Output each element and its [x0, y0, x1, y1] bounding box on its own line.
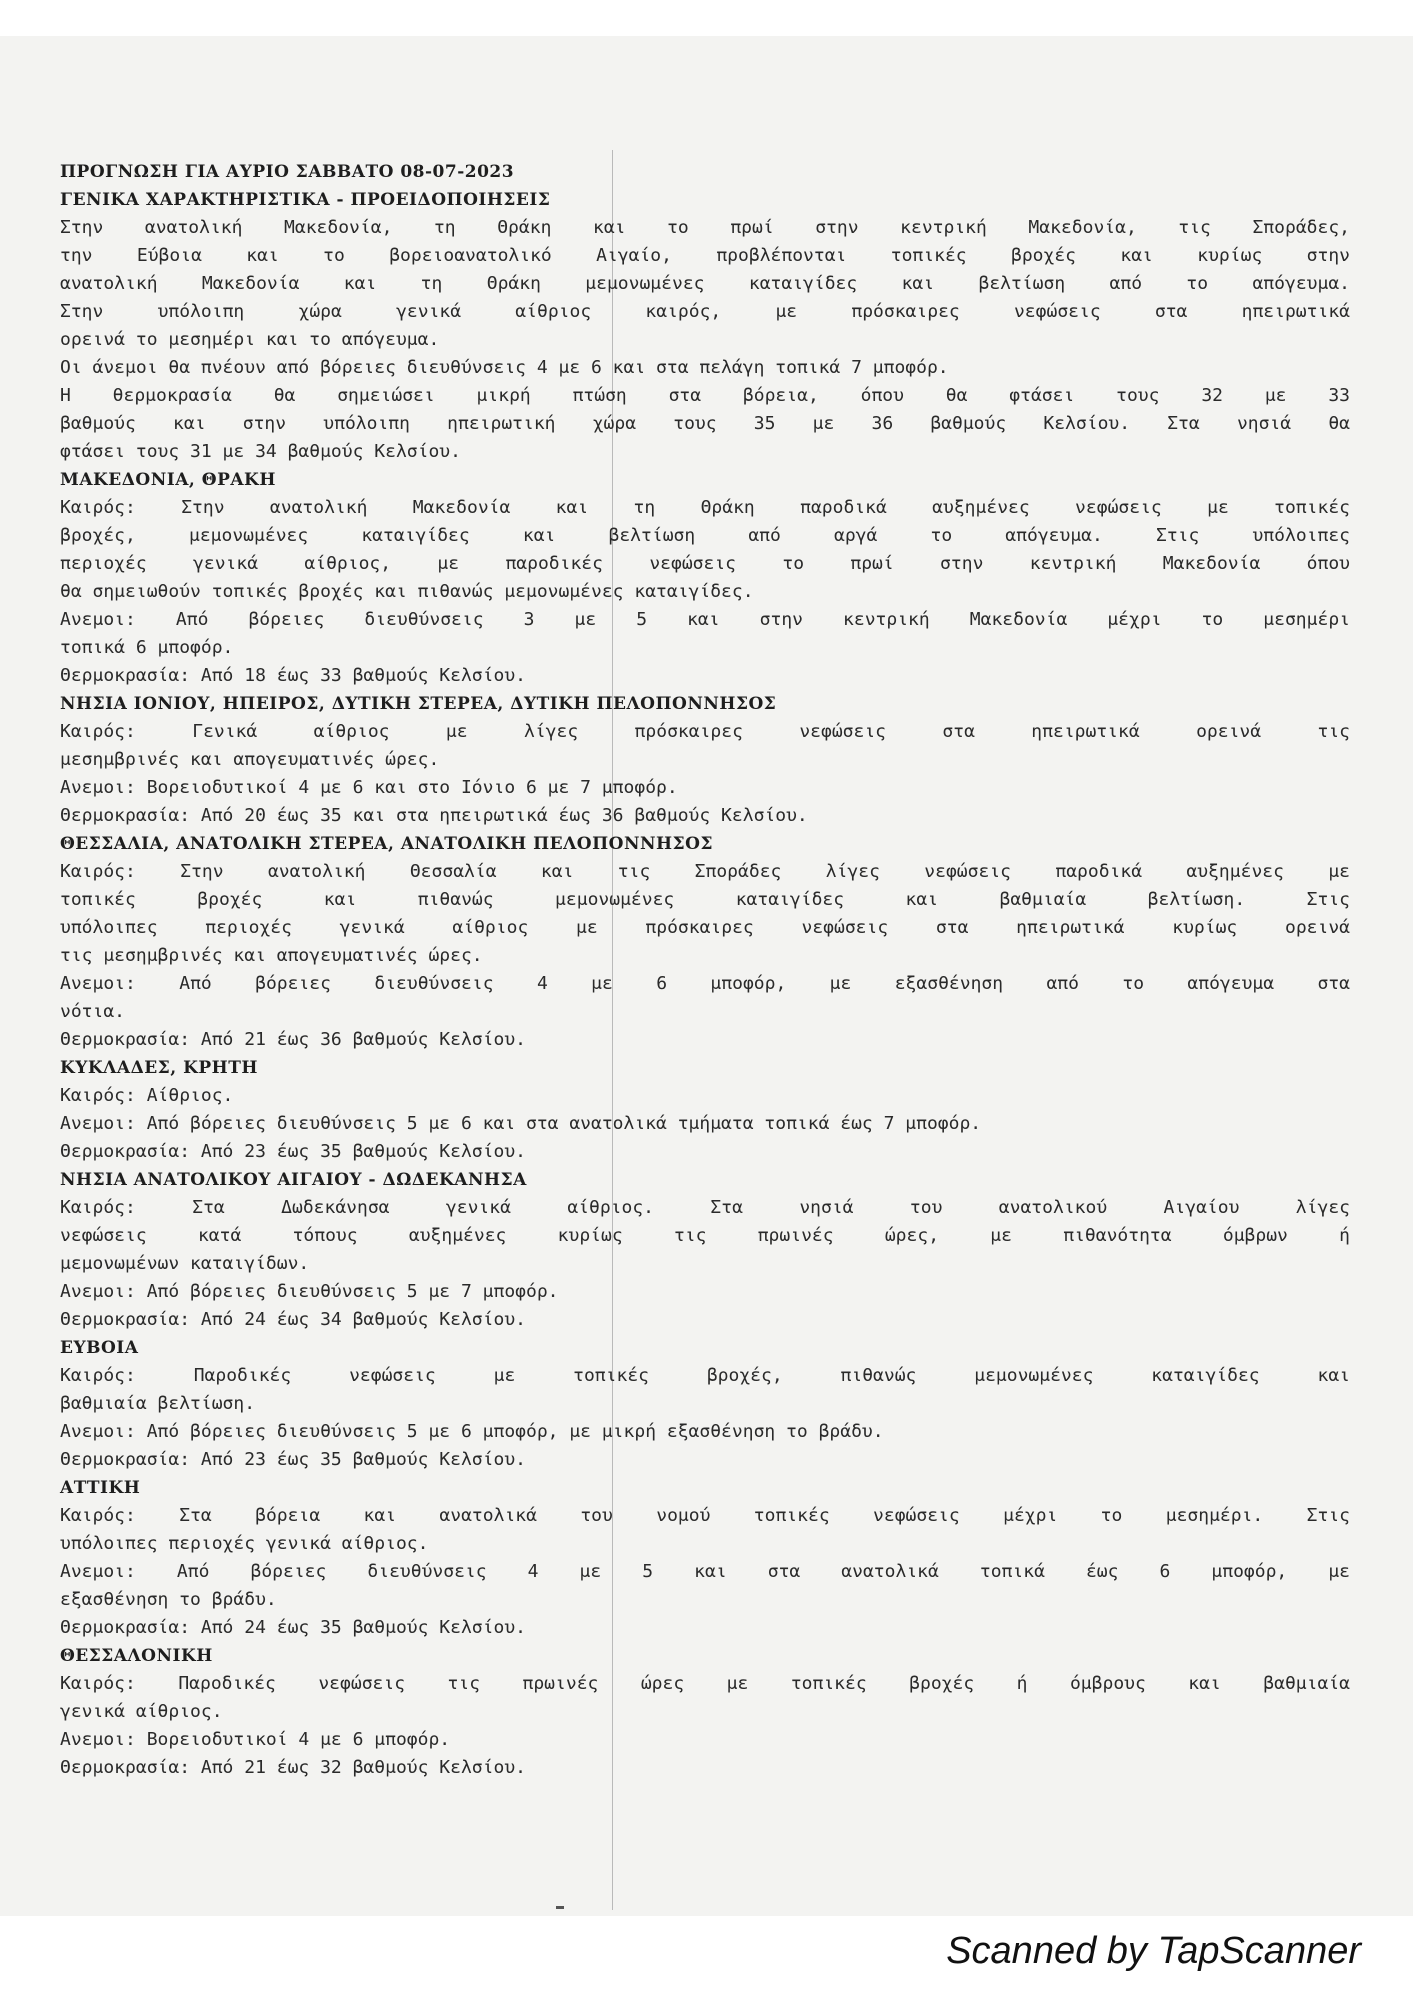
scanner-watermark: Scanned by TapScanner: [946, 1930, 1361, 1972]
section-general: [60, 186, 1350, 466]
section-cyclades-crete: [60, 1054, 1350, 1166]
text-line: Θερμοκρασία: Από 18 έως 33 βαθμούς Κελσίου.: [60, 665, 526, 686]
text-line: Καιρός: Παροδικές νεφώσεις τις πρωινές ώρες με τοπικές βροχές ή όμβρους και βαθμιαία: [60, 1673, 1350, 1694]
forecast-document: [60, 158, 1350, 1782]
text-line: Ανεμοι: Από βόρειες διευθύνσεις 4 με 5 και στα ανατολικά τοπικά έως 6 μποφόρ, με: [60, 1561, 1350, 1582]
text-line: υπόλοιπες περιοχές γενικά αίθριος.: [60, 1533, 429, 1554]
text-line: βαθμιαία βελτίωση.: [60, 1393, 256, 1414]
text-line: τις μεσημβρινές και απογευματινές ώρες.: [60, 945, 483, 966]
section-heading: ΝΗΣΙΑ ΙΟΝΙΟΥ, ΗΠΕΙΡΟΣ, ΔΥΤΙΚΗ ΣΤΕΡΕΑ, ΔΥΤΙΚΗ ΠΕΛΟΠΟΝΝΗΣΟΣ: [60, 694, 777, 714]
text-line: τοπικές βροχές και πιθανώς μεμονωμένες καταιγίδες και βαθμιαία βελτίωση. Στις: [60, 889, 1350, 910]
text-line: Ανεμοι: Από βόρειες διευθύνσεις 5 με 6 μποφόρ, με μικρή εξασθένηση το βράδυ.: [60, 1421, 884, 1442]
text-line: περιοχές γενικά αίθριος, με παροδικές νεφώσεις το πρωί στην κεντρική Μακεδονία όπου: [60, 553, 1350, 574]
text-line: Θερμοκρασία: Από 20 έως 35 και στα ηπειρωτικά έως 36 βαθμούς Κελσίου.: [60, 805, 808, 826]
text-line: Ανεμοι: Από βόρειες διευθύνσεις 5 με 7 μποφόρ.: [60, 1281, 559, 1302]
text-line: ανατολική Μακεδονία και τη Θράκη μεμονωμένες καταιγίδες και βελτίωση από το απόγευμα.: [60, 273, 1350, 294]
text-line: φτάσει τους 31 με 34 βαθμούς Κελσίου.: [60, 441, 461, 462]
text-line: Καιρός: Παροδικές νεφώσεις με τοπικές βροχές, πιθανώς μεμονωμένες καταιγίδες και: [60, 1365, 1350, 1386]
section-heading: ΕΥΒΟΙΑ: [60, 1338, 139, 1358]
text-line: νεφώσεις κατά τόπους αυξημένες κυρίως τις πρωινές ώρες, με πιθανότητα όμβρων ή: [60, 1225, 1350, 1246]
text-line: Καιρός: Γενικά αίθριος με λίγες πρόσκαιρες νεφώσεις στα ηπειρωτικά ορεινά τις: [60, 721, 1350, 742]
text-line: Θερμοκρασία: Από 24 έως 35 βαθμούς Κελσίου.: [60, 1617, 526, 1638]
text-line: βαθμούς και στην υπόλοιπη ηπειρωτική χώρα τους 35 με 36 βαθμούς Κελσίου. Στα νησιά θα: [60, 413, 1350, 434]
section-east-aegean-dodecanese: [60, 1166, 1350, 1334]
section-thessaloniki: [60, 1642, 1350, 1782]
text-line: Καιρός: Στην ανατολική Μακεδονία και τη Θράκη παροδικά αυξημένες νεφώσεις με τοπικές: [60, 497, 1350, 518]
text-line: Οι άνεμοι θα πνέουν από βόρειες διευθύνσεις 4 με 6 και στα πελάγη τοπικά 7 μποφόρ.: [60, 357, 949, 378]
text-line: βροχές, μεμονωμένες καταιγίδες και βελτίωση από αργά το απόγευμα. Στις υπόλοιπες: [60, 525, 1350, 546]
section-ionian-epirus: [60, 690, 1350, 830]
text-line: μεμονωμένων καταιγίδων.: [60, 1253, 310, 1274]
text-line: Ανεμοι: Από βόρειες διευθύνσεις 5 με 6 και στα ανατολικά τμήματα τοπικά έως 7 μποφόρ.: [60, 1113, 982, 1134]
text-line: Θερμοκρασία: Από 21 έως 32 βαθμούς Κελσίου.: [60, 1757, 526, 1778]
text-line: γενικά αίθριος.: [60, 1701, 223, 1722]
text-line: νότια.: [60, 1001, 126, 1022]
text-line: εξασθένηση το βράδυ.: [60, 1589, 277, 1610]
section-heading: ΑΤΤΙΚΗ: [60, 1478, 141, 1498]
section-attica: [60, 1474, 1350, 1642]
text-line: τοπικά 6 μποφόρ.: [60, 637, 234, 658]
text-line: ορεινά το μεσημέρι και το απόγευμα.: [60, 329, 440, 350]
text-line: Καιρός: Στα βόρεια και ανατολικά του νομού τοπικές νεφώσεις μέχρι το μεσημέρι. Στις: [60, 1505, 1350, 1526]
text-line: Ανεμοι: Βορειοδυτικοί 4 με 6 μποφόρ.: [60, 1729, 451, 1750]
text-line: Στην υπόλοιπη χώρα γενικά αίθριος καιρός, με πρόσκαιρες νεφώσεις στα ηπειρωτικά: [60, 301, 1350, 322]
page-mark: [556, 1906, 564, 1909]
section-heading: ΝΗΣΙΑ ΑΝΑΤΟΛΙΚΟΥ ΑΙΓΑΙΟΥ - ΔΩΔΕΚΑΝΗΣΑ: [60, 1170, 527, 1190]
text-line: την Εύβοια και το βορειοανατολικό Αιγαίο, προβλέπονται τοπικές βροχές και κυρίως στην: [60, 245, 1350, 266]
section-heading: ΚΥΚΛΑΔΕΣ, ΚΡΗΤΗ: [60, 1058, 258, 1078]
text-line: θα σημειωθούν τοπικές βροχές και πιθανώς μεμονωμένες καταιγίδες.: [60, 581, 754, 602]
section-heading: ΘΕΣΣΑΛΟΝΙΚΗ: [60, 1646, 213, 1666]
text-line: Ανεμοι: Από βόρειες διευθύνσεις 3 με 5 και στην κεντρική Μακεδονία μέχρι το μεσημέρι: [60, 609, 1350, 630]
section-macedonia-thrace: [60, 466, 1350, 690]
text-line: Στην ανατολική Μακεδονία, τη Θράκη και το πρωί στην κεντρική Μακεδονία, τις Σποράδες,: [60, 217, 1350, 238]
text-line: υπόλοιπες περιοχές γενικά αίθριος με πρόσκαιρες νεφώσεις στα ηπειρωτικά κυρίως ορεινά: [60, 917, 1350, 938]
text-line: Ανεμοι: Από βόρειες διευθύνσεις 4 με 6 μποφόρ, με εξασθένηση από το απόγευμα στα: [60, 973, 1350, 994]
text-line: Ανεμοι: Βορειοδυτικοί 4 με 6 και στο Ιόνιο 6 με 7 μποφόρ.: [60, 777, 678, 798]
text-line: Καιρός: Στην ανατολική Θεσσαλία και τις Σποράδες λίγες νεφώσεις παροδικά αυξημένες με: [60, 861, 1350, 882]
section-heading: ΜΑΚΕΔΟΝΙΑ, ΘΡΑΚΗ: [60, 470, 276, 490]
text-line: Θερμοκρασία: Από 21 έως 36 βαθμούς Κελσίου.: [60, 1029, 526, 1050]
section-thessaly-east: [60, 830, 1350, 1054]
text-line: Θερμοκρασία: Από 23 έως 35 βαθμούς Κελσίου.: [60, 1449, 526, 1470]
section-evia: [60, 1334, 1350, 1474]
text-line: Θερμοκρασία: Από 23 έως 35 βαθμούς Κελσίου.: [60, 1141, 526, 1162]
section-heading: ΓΕΝΙΚΑ ΧΑΡΑΚΤΗΡΙΣΤΙΚΑ - ΠΡΟΕΙΔΟΠΟΙΗΣΕΙΣ: [60, 190, 551, 210]
section-heading: ΘΕΣΣΑΛΙΑ, ΑΝΑΤΟΛΙΚΗ ΣΤΕΡΕΑ, ΑΝΑΤΟΛΙΚΗ ΠΕΛΟΠΟΝΝΗΣΟΣ: [60, 834, 713, 854]
text-line: μεσημβρινές και απογευματινές ώρες.: [60, 749, 440, 770]
text-line: Καιρός: Αίθριος.: [60, 1085, 234, 1106]
text-line: Θερμοκρασία: Από 24 έως 34 βαθμούς Κελσίου.: [60, 1309, 526, 1330]
document-title: ΠΡΟΓΝΩΣΗ ΓΙΑ ΑΥΡΙΟ ΣΑΒΒΑΤΟ 08-07-2023: [60, 162, 515, 182]
text-line: Η θερμοκρασία θα σημειώσει μικρή πτώση στα βόρεια, όπου θα φτάσει τους 32 με 33: [60, 385, 1350, 406]
text-line: Καιρός: Στα Δωδεκάνησα γενικά αίθριος. Στα νησιά του ανατολικού Αιγαίου λίγες: [60, 1197, 1350, 1218]
